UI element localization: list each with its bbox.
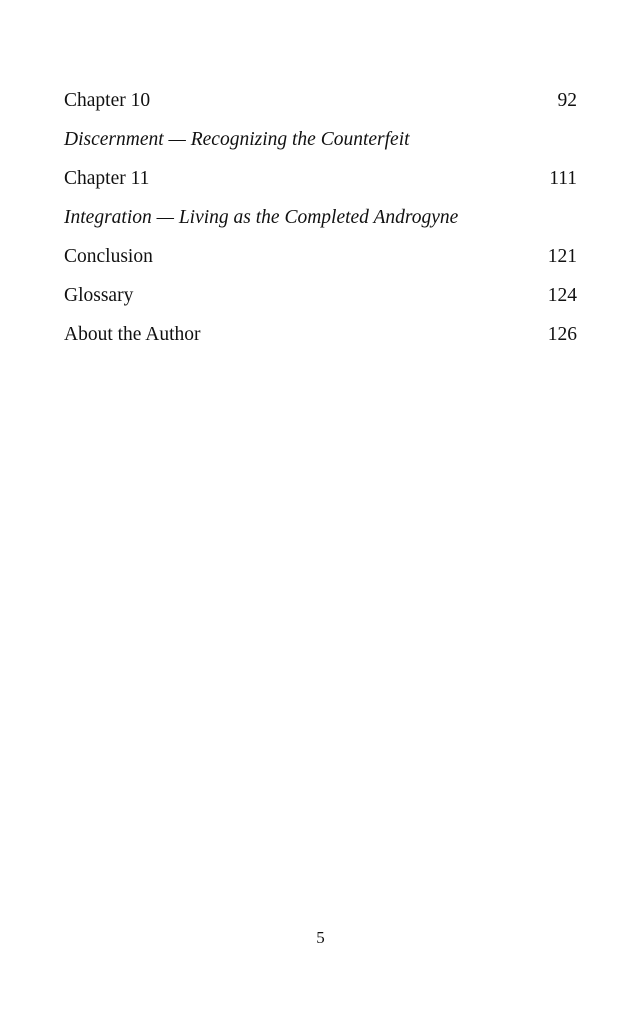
toc-entry-page: 124: [547, 285, 577, 306]
toc-entry-title: Chapter 11: [64, 168, 150, 189]
toc-entry-title: Conclusion: [64, 246, 153, 267]
toc-entry-title: About the Author: [64, 324, 201, 345]
toc-entry-chapter-11[interactable]: [64, 162, 577, 201]
table-of-contents: [64, 84, 577, 357]
toc-entry-chapter-10[interactable]: [64, 84, 577, 123]
toc-entry-page: 111: [549, 168, 577, 189]
toc-entry-subtitle-discernment: [64, 123, 577, 162]
toc-entry-page: 92: [557, 90, 577, 111]
toc-entry-page: 121: [547, 246, 577, 267]
toc-entry-about-the-author[interactable]: [64, 318, 577, 357]
toc-entry-subtitle: Discernment — Recognizing the Counterfeit: [64, 129, 410, 150]
page-number: 5: [316, 928, 325, 947]
toc-entry-title: Glossary: [64, 285, 134, 306]
toc-entry-subtitle: Integration — Living as the Completed Androgyne: [64, 207, 459, 228]
toc-entry-glossary[interactable]: [64, 279, 577, 318]
toc-entry-conclusion[interactable]: [64, 240, 577, 279]
toc-entry-title: Chapter 10: [64, 90, 151, 111]
toc-entry-page: 126: [547, 324, 577, 345]
toc-entry-subtitle-integration: [64, 201, 577, 240]
